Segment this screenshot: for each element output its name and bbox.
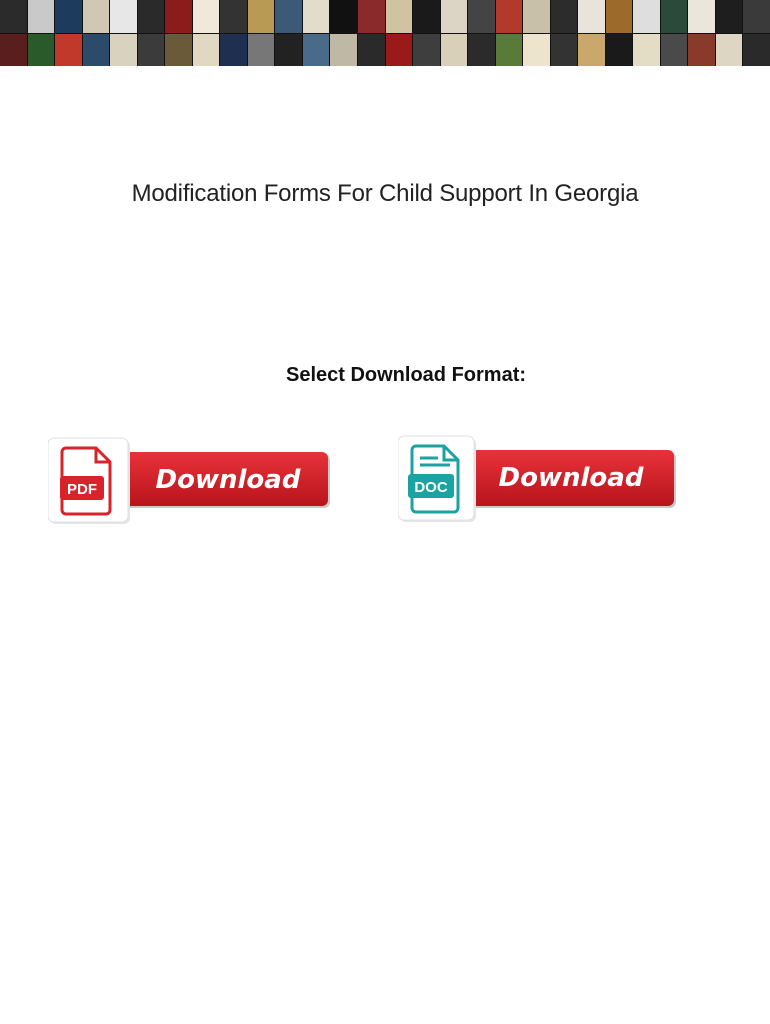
banner-thumbnail: [193, 34, 220, 67]
banner-thumbnail: [413, 0, 440, 33]
banner-thumbnail: [606, 34, 633, 67]
banner-thumbnail: [413, 34, 440, 67]
banner-thumbnail: [743, 34, 770, 67]
banner-thumbnail: [330, 34, 357, 67]
banner-thumbnail: [83, 0, 110, 33]
banner-thumbnail: [496, 34, 523, 67]
banner-thumbnail: [110, 34, 137, 67]
banner-thumbnail: [743, 0, 770, 33]
banner-thumbnail: [0, 34, 27, 67]
banner-thumbnail: [661, 34, 688, 67]
banner-thumbnail: [358, 34, 385, 67]
select-format-label: Select Download Format:: [285, 364, 527, 386]
banner-thumbnail: [220, 0, 247, 33]
banner-thumbnail: [138, 0, 165, 33]
doc-download-button[interactable]: [398, 434, 678, 524]
banner-thumbnail: [358, 0, 385, 33]
banner-thumbnail: [165, 0, 192, 33]
banner-thumbnail: [28, 34, 55, 67]
banner-thumbnail: [633, 0, 660, 33]
banner-thumbnail: [83, 34, 110, 67]
banner-thumbnail: [386, 34, 413, 67]
doc-download-label: Download: [498, 463, 644, 493]
banner-thumbnail: [551, 0, 578, 33]
banner-thumbnail: [110, 0, 137, 33]
banner-thumbnail: [523, 0, 550, 33]
pdf-download-label: Download: [155, 465, 301, 495]
banner-thumbnail: [578, 34, 605, 67]
banner-thumbnail: [551, 34, 578, 67]
banner-thumbnail: [303, 0, 330, 33]
banner-thumbnail: [688, 0, 715, 33]
page-title: Modification Forms For Child Support In Georgia: [131, 180, 639, 207]
banner-thumbnail: [441, 0, 468, 33]
banner-thumbnail: [468, 0, 495, 33]
banner-thumbnail: [688, 34, 715, 67]
banner-thumbnail: [303, 34, 330, 67]
header-banner-collage: [0, 0, 770, 66]
banner-thumbnail: [496, 0, 523, 33]
banner-thumbnail: [220, 34, 247, 67]
banner-thumbnail: [275, 34, 302, 67]
banner-thumbnail: [716, 0, 743, 33]
pdf-badge-text: PDF: [67, 481, 97, 498]
banner-thumbnail: [165, 34, 192, 67]
banner-thumbnail: [633, 34, 660, 67]
banner-thumbnail: [386, 0, 413, 33]
banner-thumbnail: [441, 34, 468, 67]
banner-thumbnail: [661, 0, 688, 33]
banner-thumbnail: [28, 0, 55, 33]
banner-thumbnail: [55, 0, 82, 33]
banner-thumbnail: [193, 0, 220, 33]
banner-thumbnail: [248, 0, 275, 33]
banner-thumbnail: [55, 34, 82, 67]
banner-thumbnail: [578, 0, 605, 33]
banner-thumbnail: [248, 34, 275, 67]
banner-thumbnail: [468, 34, 495, 67]
banner-thumbnail: [0, 0, 27, 33]
pdf-download-button[interactable]: [48, 436, 333, 526]
banner-thumbnail: [716, 34, 743, 67]
doc-badge-text: DOC: [414, 479, 448, 496]
banner-thumbnail: [330, 0, 357, 33]
banner-thumbnail: [275, 0, 302, 33]
banner-thumbnail: [523, 34, 550, 67]
banner-thumbnail: [606, 0, 633, 33]
banner-thumbnail: [138, 34, 165, 67]
